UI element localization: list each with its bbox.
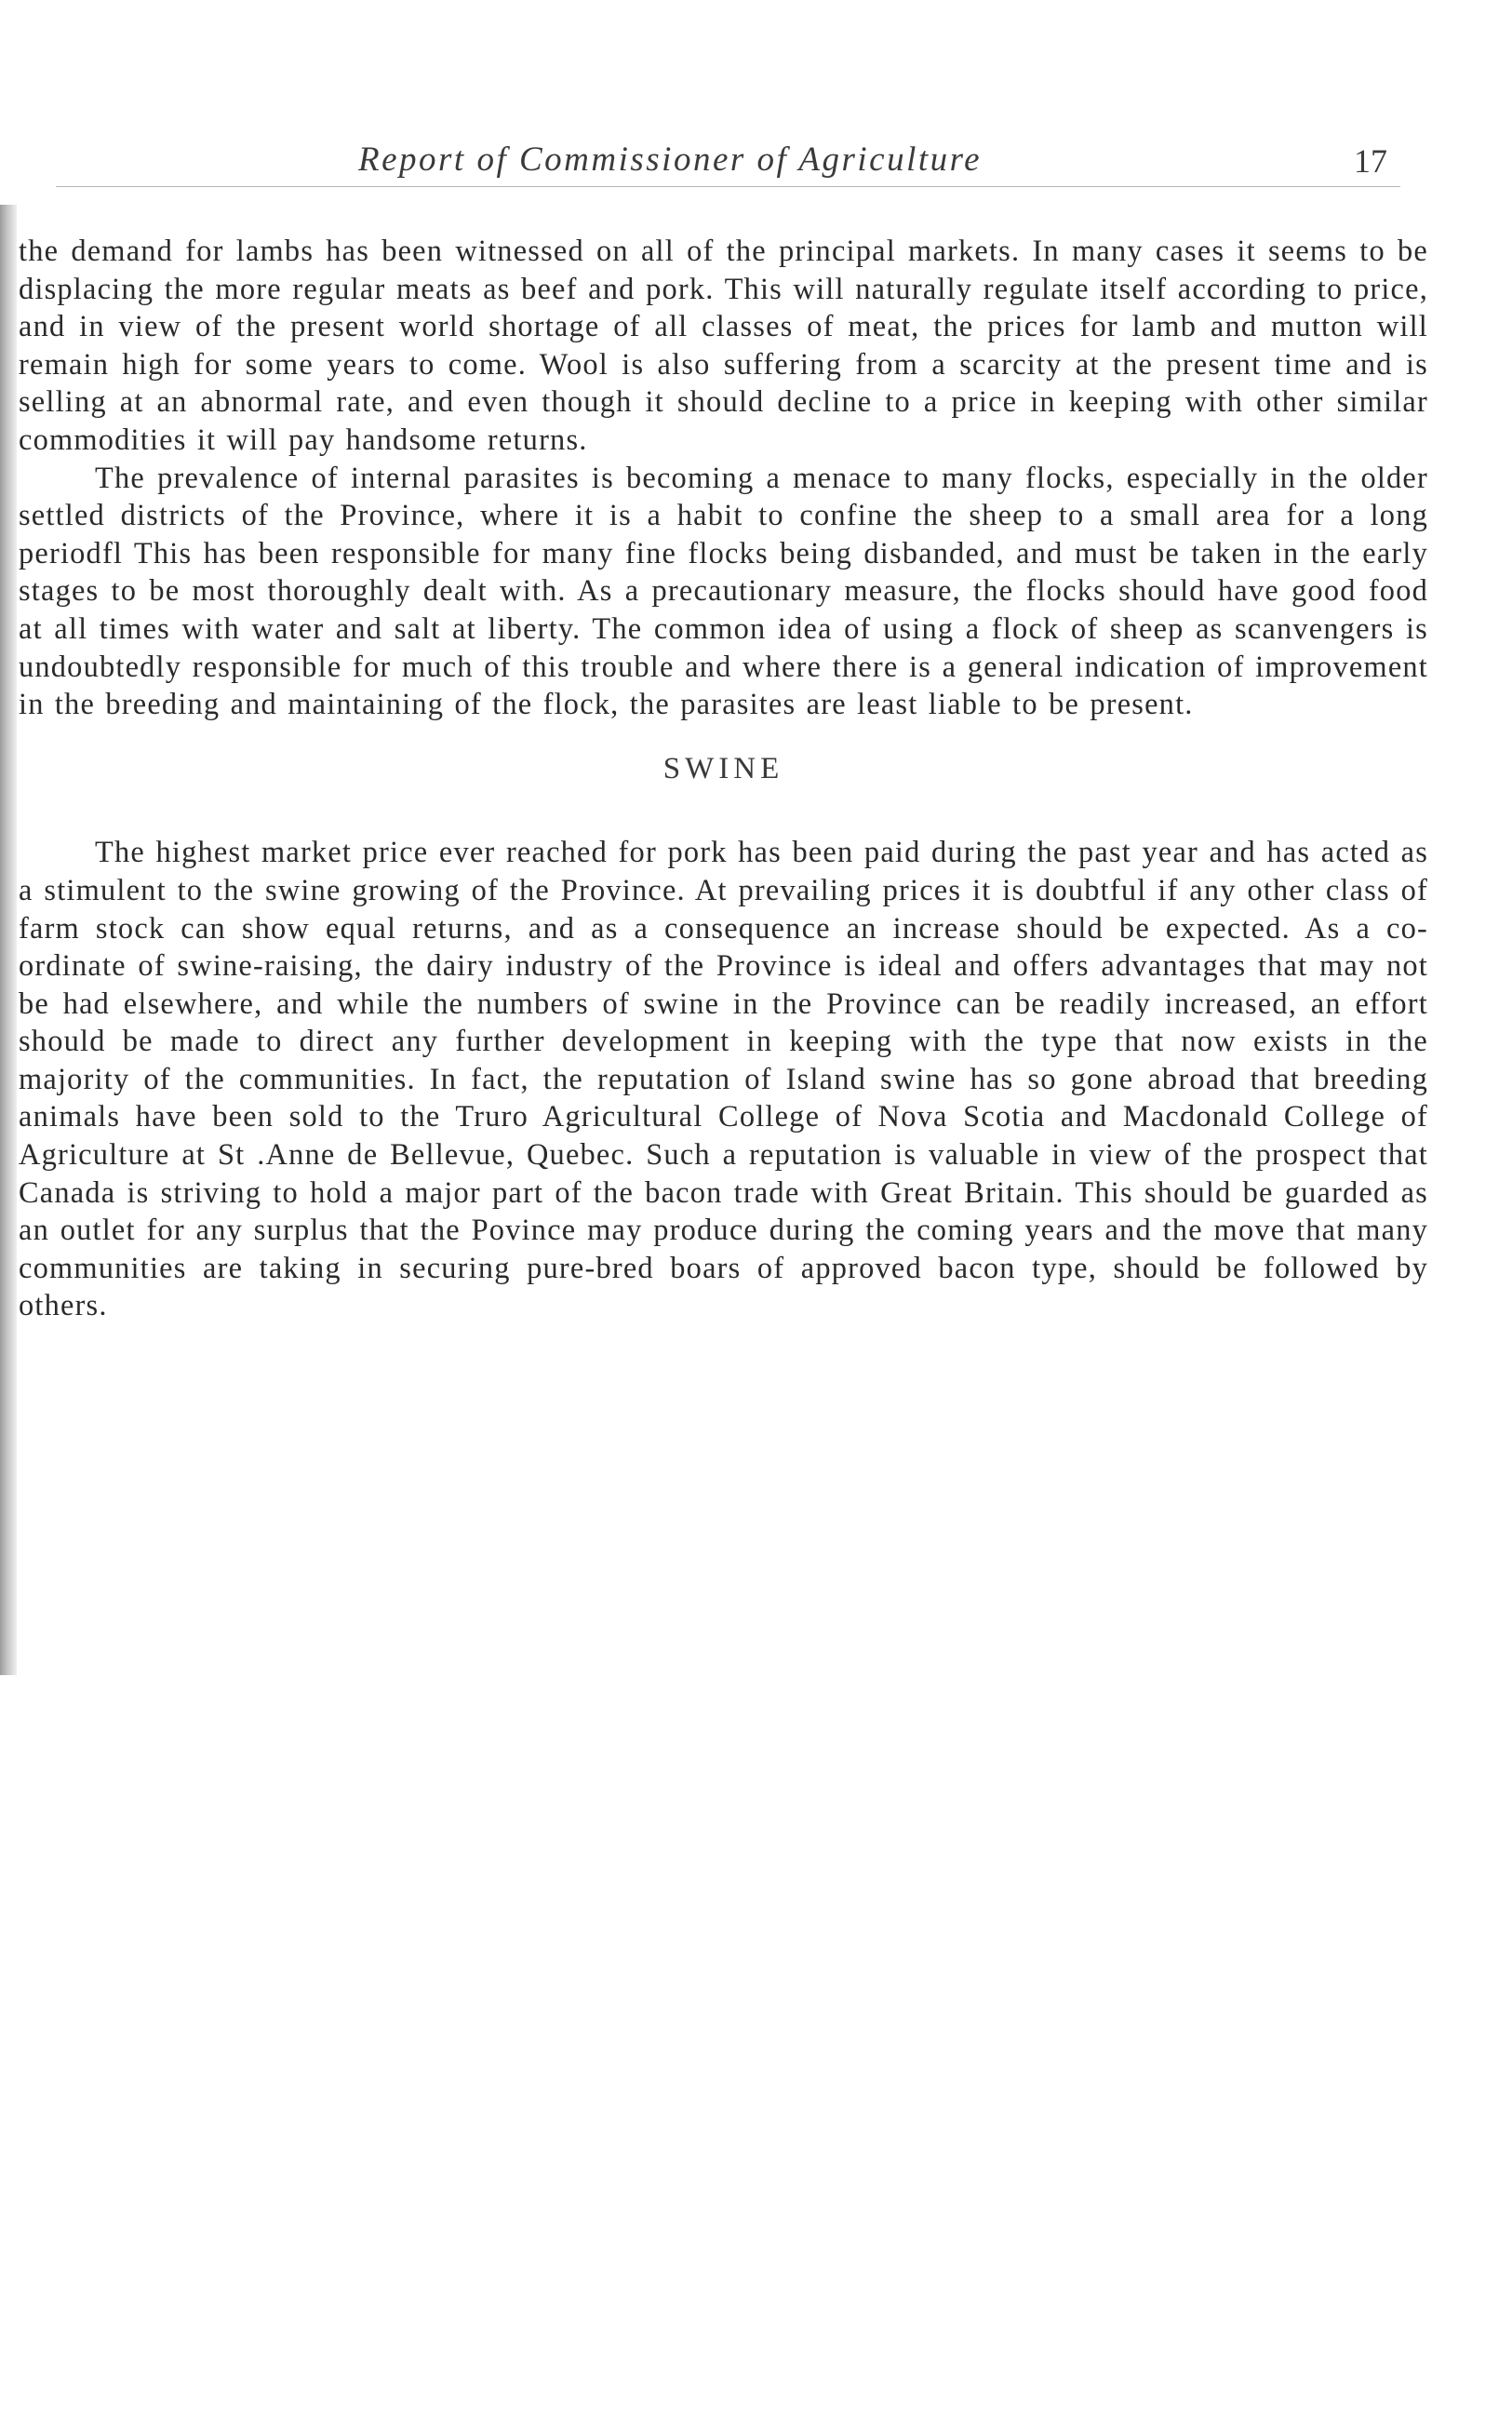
paragraph-parasites: The prevalence of internal parasites is becoming a menace to many flocks, especially in the older settled districts of the Province, where it is a habit to confine the sheep to a small area for a long periodfl This has been responsible for many fine flocks being disbanded, and must be taken in the early stages to be most thoroughly dealt with. As a precautionary measure, the flocks should have good food at all times with water and salt at liberty. The common idea of using a flock of sheep as scanvengers is undoubtedly responsible for much of this trouble and where there is a general indication of improvement in the breeding and maintaining of the flock, the parasites are least liable to be present. (19, 461, 1428, 722)
header-rule (56, 186, 1400, 187)
running-title: Report of Commissioner of Agriculture (358, 141, 983, 179)
paragraph-sheep-markets: the demand for lambs has been witnessed on all of the principal markets. In many cases it seems to be displacing the more regular meats as beef and pork. This will naturally regulate itself according to price, and in view of the present world shortage of all classes of meat, the prices for lamb and mutton will remain high for some years to come. Wool is also suffering from a scarcity at the present time and is selling at an abnormal rate, and even though it should decline to a price in keeping with other similar commodities it will pay handsome returns. (19, 235, 1428, 457)
body-text (19, 233, 1428, 1325)
page-number: 17 (1354, 142, 1387, 180)
page-binding-shadow (0, 205, 17, 1675)
page-header (0, 140, 1512, 195)
section-heading-swine: SWINE (662, 751, 784, 785)
paragraph-swine: The highest market price ever reached for pork has been paid during the past year and has acted as a stimulent to the swine growing of the Province. At prevailing prices it is doubtful if any other class of farm stock can show equal returns, and as a consequence an increase should be expected. As a co-ordinate of swine-raising, the dairy industry of the Province is ideal and offers advantages that may not be had elsewhere, and while the numbers of swine in the Province can be readily increased, an effort should be made to direct any further development in keeping with the type that now exists in the majority of the communities. In fact, the reputation of Island swine has so gone abroad that breeding animals have been sold to the Truro Agricultural College of Nova Scotia and Macdonald College of Agriculture at St .Anne de Bellevue, Quebec. Such a reputation is valuable in view of the prospect that Canada is striving to hold a major part of the bacon trade with Great Britain. This should be guarded as an outlet for any surplus that the Povince may produce during the coming years and the move that many communities are taking in securing pure-bred boars of approved bacon type, should be followed by others. (19, 836, 1428, 1323)
